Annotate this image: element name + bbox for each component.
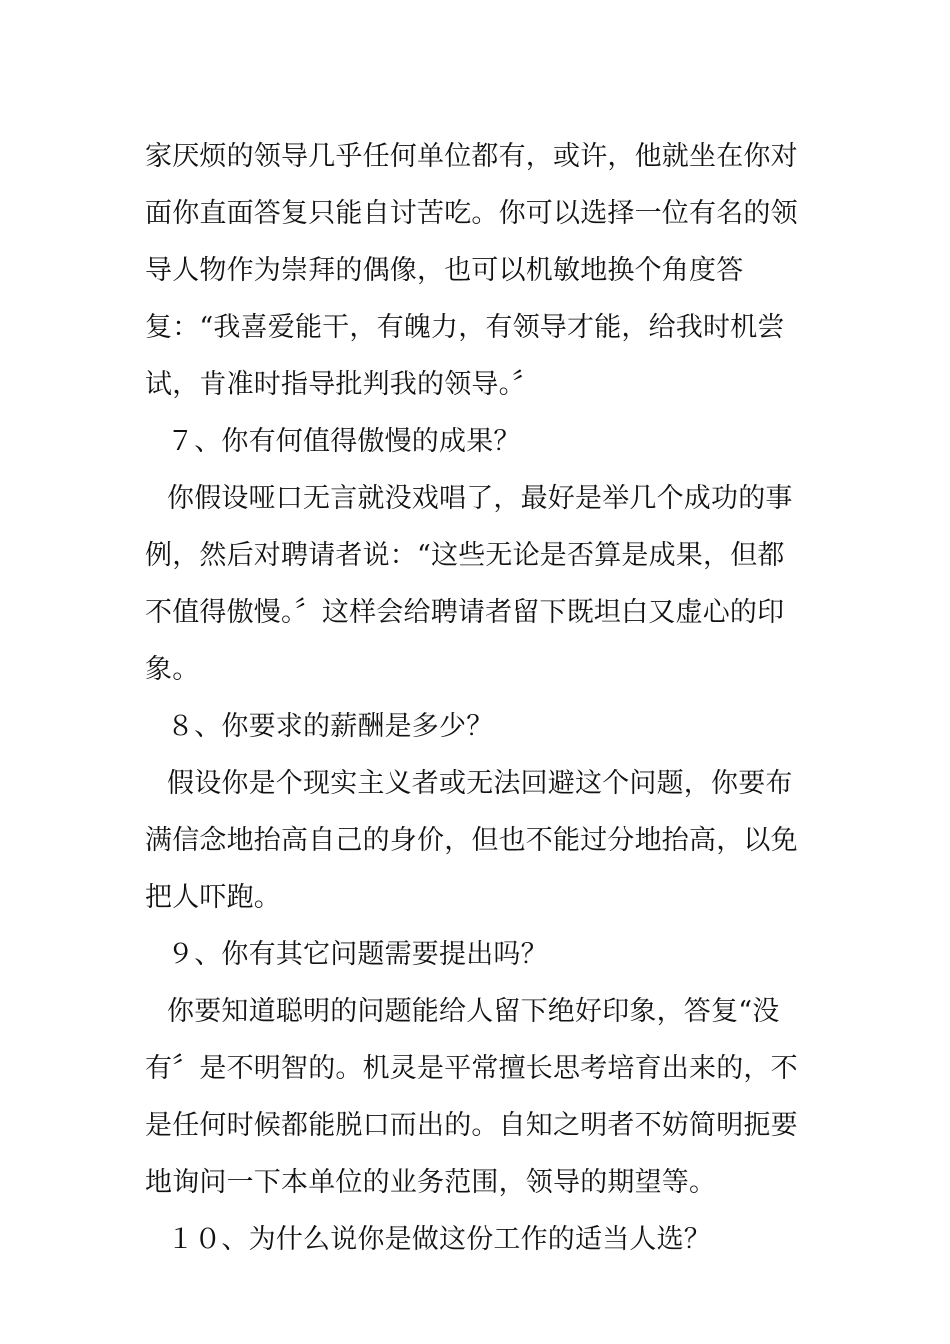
question-8-heading: ８、你要求的薪酬是多少？ [167, 711, 494, 742]
question-10-heading: １０、为什么说你是做这份工作的适当人选？ [167, 1224, 711, 1255]
paragraph-salary-answer: 假设你是个现实主义者或无法回避这个问题，你要布满信念地抬高自己的身价，但也不能过分地抬高，以免把人吓跑。 [145, 768, 798, 913]
document-body [145, 128, 810, 1268]
paragraph-achievement-answer: 你假设哑口无言就没戏唱了，最好是举几个成功的事例，然后对聘请者说：“这些无论是否算是成果，但都不值得傲慢。〞这样会给聘请者留下既坦白又虚心的印象。 [145, 483, 793, 685]
question-9-heading: ９、你有其它问题需要提出吗？ [167, 939, 548, 970]
paragraph-leadership-answer: 家厌烦的领导几乎任何单位都有，或许，他就坐在你对面你直面答复只能自讨苦吃。你可以选择一位有名的领导人物作为崇拜的偶像，也可以机敏地换个角度答复：“我喜爱能干，有魄力，有领导才能，给我时机尝试，肯准时指导批判我的领导。〞 [145, 141, 798, 400]
paragraph-questions-answer: 你要知道聪明的问题能给人留下绝好印象，答复“没有〞是不明智的。机灵是平常擅长思考培育出来的，不是任何时候都能脱口而出的。自知之明者不妨简明扼要地询问一下本单位的业务范围，领导的期望等。 [145, 996, 798, 1198]
question-7-heading: ７、你有何值得傲慢的成果？ [167, 426, 521, 457]
